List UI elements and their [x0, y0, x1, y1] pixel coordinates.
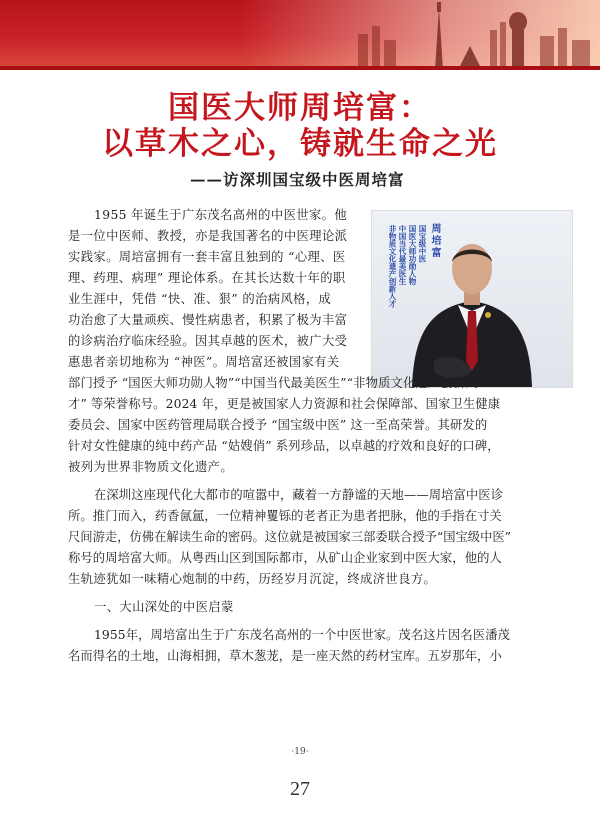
- header-banner: [0, 0, 600, 70]
- body-line: 1955 年诞生于广东茂名高州的中医世家。他: [94, 208, 348, 222]
- caption-honor-4: 非物质文化遗产创新人才: [388, 225, 397, 308]
- caption-honor-3: 中国当代最美医生: [398, 225, 407, 285]
- body-line: 尺间游走，仿佛在解读生命的密码。这位就是被国家三部委联合授予“国宝级中医”: [68, 530, 511, 544]
- banner-bottom-border: [0, 66, 600, 70]
- article-title-line-1: 国医大师周培富：: [168, 90, 432, 126]
- body-line: 生轨迹犹如一味精心炮制的中药，历经岁月沉淀，终成济世良方。: [68, 572, 437, 586]
- section-heading: 一、大山深处的中医启蒙: [94, 600, 234, 614]
- body-line: 名而得名的土地，山海相拥，草木葱茏，是一座天然的药材宝库。五岁那年，小: [68, 649, 502, 663]
- body-line: 理、药理、病理” 理论体系。在其长达数十年的职: [68, 271, 346, 285]
- body-line: 实践家。周培富拥有一套丰富且独到的 “心理、医: [68, 250, 346, 264]
- inner-page-number: ·19·: [291, 747, 309, 757]
- body-line: 被列为世界非物质文化遗产。: [68, 460, 234, 474]
- city-skyline-graphic: [340, 0, 600, 70]
- body-line: 才” 等荣誉称号。2024 年，更是被国家人力资源和社会保障部、国家卫生健康: [68, 397, 501, 411]
- body-line: 部门授予 “国医大师功勋人物”“中国当代最美医生”“非物质文化遗产创新人: [68, 376, 478, 390]
- page-number: 27: [290, 778, 310, 800]
- body-line: 在深圳这座现代化大都市的喧嚣中，藏着一方静谧的天地——周培富中医诊: [94, 488, 504, 502]
- body-line: 所。推门而入，药香氤氲，一位精神矍铄的老者正为患者把脉，他的手指在寸关: [68, 509, 502, 523]
- body-line: 1955年，周培富出生于广东茂名高州的一个中医世家。茂名这片因名医潘茂: [94, 628, 510, 642]
- body-line: 称号的周培富大师。从粤西山区到国际都市，从矿山企业家到中医大家，他的人: [68, 551, 502, 565]
- portrait-photo: [371, 210, 573, 388]
- caption-name: 周培富: [429, 223, 440, 259]
- article-title-line-2: 以草木之心，铸就生命之光: [102, 126, 498, 162]
- caption-honor-1: 国宝级中医: [418, 225, 427, 263]
- body-line: 业生涯中，凭借 “快、准、狠” 的治病风格，成: [68, 292, 332, 306]
- body-line: 功治愈了大量顽疾、慢性病患者，积累了极为丰富: [68, 313, 348, 327]
- article-subtitle: ——访深圳国宝级中医周培富: [190, 170, 405, 189]
- body-line: 惠患者亲切地称为 “神医”。周培富还被国家有关: [68, 355, 340, 369]
- body-line: 的诊病治疗临床经验。因其卓越的医术，被广大受: [68, 334, 348, 348]
- body-line: 是一位中医师、教授，亦是我国著名的中医理论派: [68, 229, 348, 243]
- body-line: 针对女性健康的纯中药产品 “姑嫂俏” 系列珍品，以卓越的疗效和良好的口碑，: [68, 439, 500, 453]
- body-line: 委员会、国家中医药管理局联合授予 “国宝级中医” 这一至高荣誉。其研发的: [68, 418, 488, 432]
- caption-honor-2: 国医大师功勋人物: [408, 225, 417, 285]
